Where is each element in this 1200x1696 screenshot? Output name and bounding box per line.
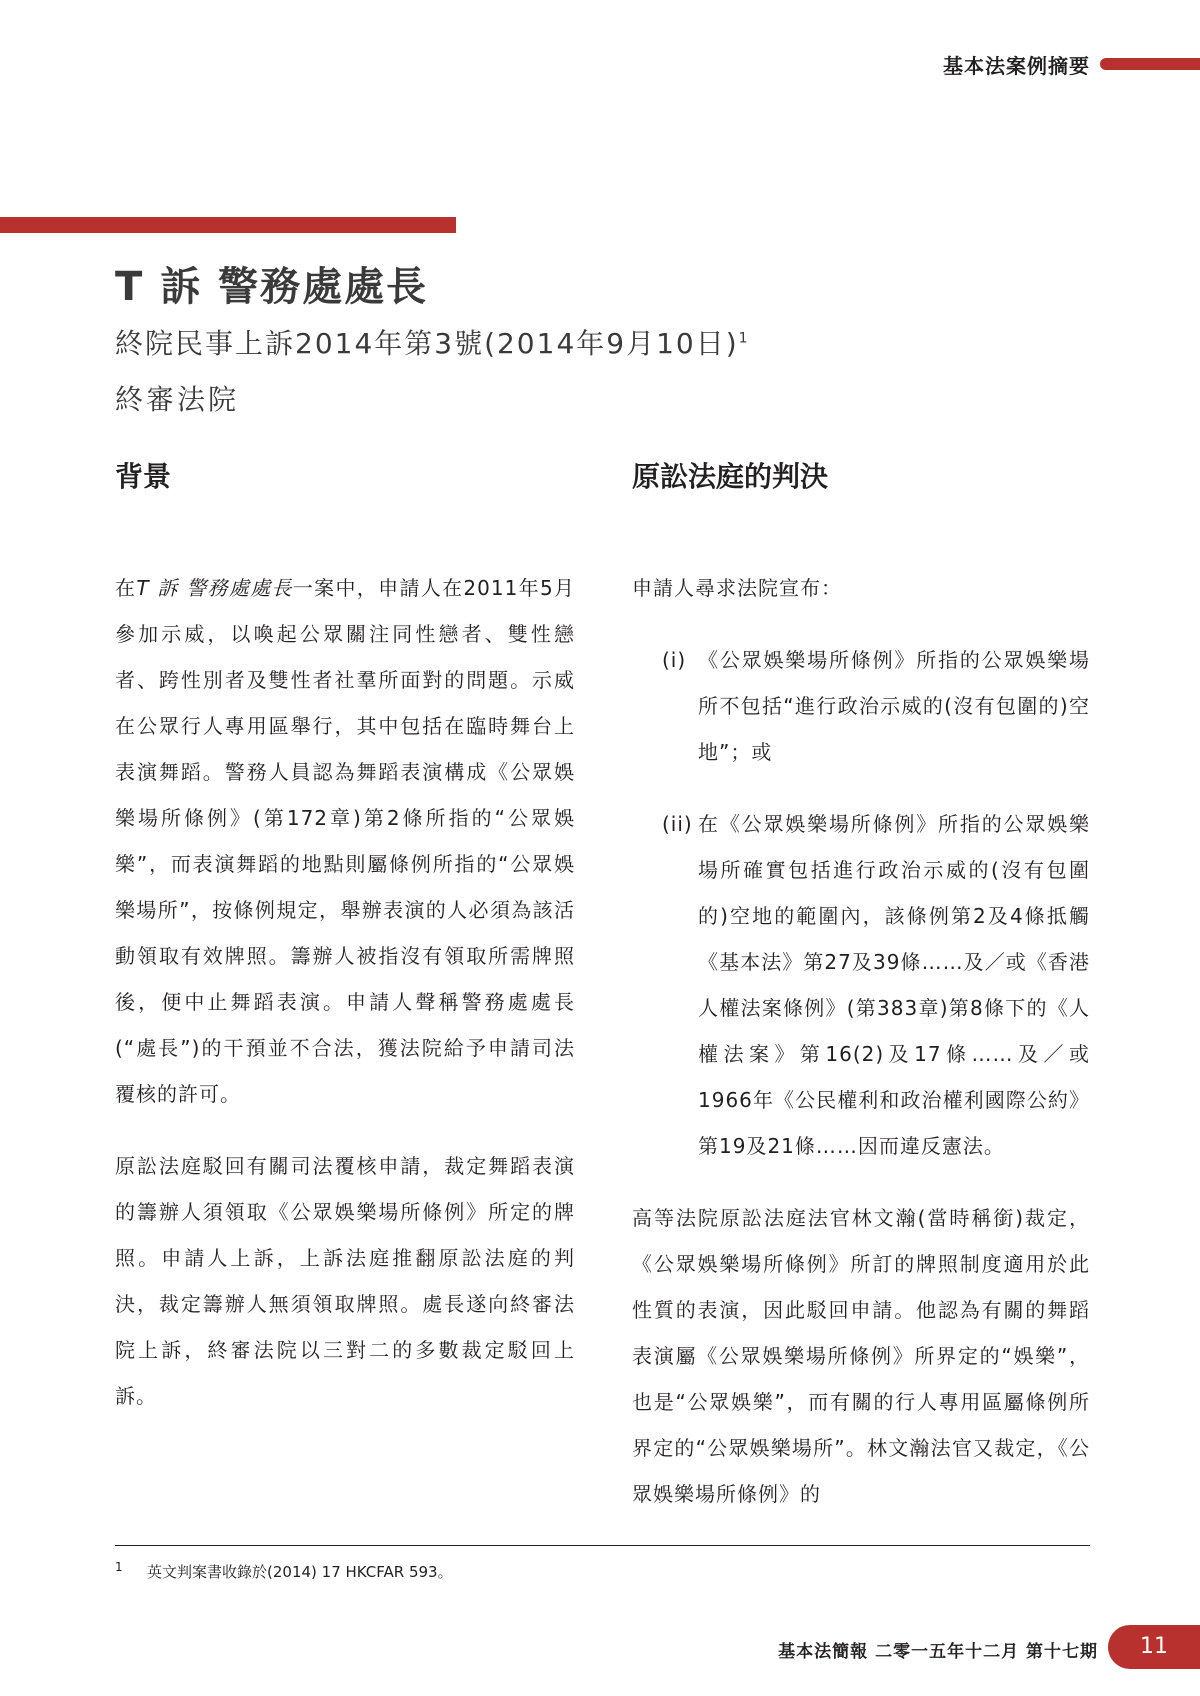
case-number: 終院民事上訴2014年第3號(2014年9月10日)	[115, 327, 739, 360]
list-item	[632, 801, 1090, 1169]
running-header: 基本法案例摘要	[943, 54, 1090, 78]
list-item	[632, 637, 1090, 775]
case-name-italic: T 訴 警務處處長	[136, 576, 293, 600]
case-subtitle	[115, 322, 750, 362]
list-item-text: 《公眾娛樂場所條例》所指的公眾娛樂場所不包括“進行政治示威的(沒有包圍的)空地”；或	[698, 648, 1090, 764]
right-column	[632, 565, 1090, 1517]
judgment-paragraph: 高等法院原訟法庭法官林文瀚(當時稱銜)裁定，《公眾娛樂場所條例》所訂的牌照制度適用於此性質的表演，因此駁回申請。他認為有關的舞蹈表演屬《公眾娛樂場所條例》所界定的“娛樂”，也是“公眾娛樂”，而有關的行人專用區屬條例所界定的“公眾娛樂場所”。林文瀚法官又裁定，《公眾娛樂場所條例》的	[632, 1206, 1090, 1506]
left-column	[115, 565, 575, 1419]
list-item-number: (ii)	[662, 812, 693, 836]
background-paragraph-1: 在T 訴 警務處處長一案中，申請人在2011年5月參加示威，以喚起公眾關注同性戀者、雙性戀者、跨性別者及雙性者社羣所面對的問題。示威在公眾行人專用區舉行，其中包括在臨時舞台上表演舞蹈。警務人員認為舞蹈表演構成《公眾娛樂場所條例》(第172章)第2條所指的“公眾娛樂”，而表演舞蹈的地點則屬條例所指的“公眾娛樂場所”，按條例規定，舉辦表演的人必須為該活動領取有效牌照。籌辦人被指沒有領取所需牌照後，便中止舞蹈表演。申請人聲稱警務處處長(“處長”)的干預並不合法，獲法院給予申請司法覆核的許可。	[115, 576, 576, 1106]
header-accent-bar	[1100, 58, 1200, 70]
running-footer: 基本法簡報 二零一五年十二月 第十七期	[778, 1642, 1098, 1662]
footnote-divider	[115, 1545, 1090, 1546]
list-item-text: 在《公眾娛樂場所條例》所指的公眾娛樂場所確實包括進行政治示威的(沒有包圍的)空地的範圍內，該條例第2及4條抵觸《基本法》第27及39條……及／或《香港人權法案條例》(第383章)第8條下的《人權法案》第16(2)及17條……及／或1966年《公民權利和政治權利國際公約》第19及21條……因而違反憲法。	[698, 812, 1090, 1158]
judgment-intro: 申請人尋求法院宣布：	[632, 576, 842, 600]
footnote-text: 英文判案書收錄於(2014) 17 HKCFAR 593。	[147, 1563, 453, 1581]
title-accent-bar	[0, 217, 456, 233]
section-heading-background: 背景	[115, 460, 172, 493]
section-heading-judgment: 原訟法庭的判決	[632, 460, 829, 493]
page-number: 11	[1108, 1625, 1200, 1669]
background-paragraph-2: 原訟法庭駁回有關司法覆核申請，裁定舞蹈表演的籌辦人須領取《公眾娛樂場所條例》所定的牌照。申請人上訴，上訴法庭推翻原訟法庭的判決，裁定籌辦人無須領取牌照。處長遂向終審法院上訴，終審法院以三對二的多數裁定駁回上訴。	[115, 1154, 575, 1408]
list-item-number: (i)	[662, 648, 687, 672]
court-name: 終審法院	[115, 383, 240, 416]
footnote-ref[interactable]: 1	[738, 330, 750, 347]
case-title: T 訴 警務處處長	[115, 264, 429, 310]
footnote	[115, 1560, 453, 1582]
footnote-number: 1	[115, 1560, 123, 1574]
